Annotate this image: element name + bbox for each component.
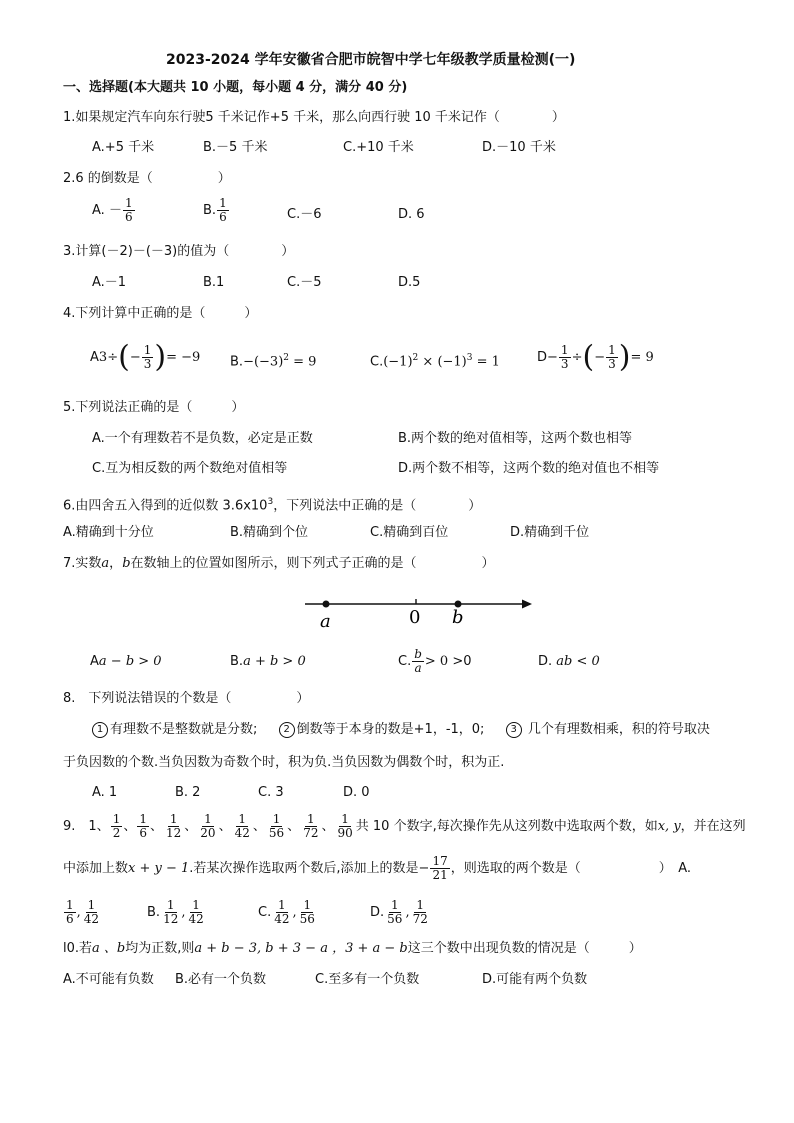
left-paren: (: [582, 339, 595, 375]
denominator: 72: [303, 826, 319, 840]
circled-number-1: 1: [92, 722, 108, 738]
expr: > 0: [424, 654, 449, 669]
question-5-option-a: A.一个有理数若不是负数，必定是正数: [92, 431, 313, 446]
question-3-option-d: D.5: [398, 275, 421, 290]
denominator: 90: [337, 826, 353, 840]
numerator: 1: [169, 812, 178, 826]
question-10-option-c: C.至多有一个负数: [315, 972, 420, 987]
option-label: A.: [92, 203, 105, 218]
numerator: 1: [204, 812, 212, 826]
question-7-option-a: [90, 654, 162, 670]
question-10-option-a: A.不可能有负数: [63, 972, 154, 987]
stem-text: l0.若: [63, 941, 93, 956]
option-label: C.: [398, 654, 412, 669]
question-9-option-d: [370, 894, 431, 932]
question-9-option-b: [147, 894, 207, 932]
expr-part: (−1): [437, 354, 467, 370]
question-4-option-c: [370, 350, 500, 370]
right-paren: ): [618, 339, 631, 375]
numerator: 1: [416, 898, 425, 912]
question-2-option-a: [92, 197, 136, 224]
question-8-option-a: A. 1: [92, 785, 118, 800]
option-label: C.: [258, 905, 272, 920]
exam-title: 2023-2024 学年安徽省合肥市皖智中学七年级教学质量检测(一): [166, 52, 576, 68]
question-8-option-c: C. 3: [258, 785, 284, 800]
denominator: 56: [268, 826, 285, 840]
question-3-stem: 3.计算(－2)－(－3)的值为（ ）: [63, 244, 295, 259]
fraction: [411, 899, 430, 926]
question-8-option-b: B. 2: [175, 785, 201, 800]
denominator: 6: [66, 912, 74, 926]
fraction: [186, 899, 205, 926]
denominator: 42: [274, 912, 290, 926]
variable-a: a: [101, 556, 110, 571]
separator: ，: [109, 556, 123, 571]
fraction: [161, 899, 180, 926]
right-paren: ): [154, 339, 167, 375]
question-5-option-c: C.互为相反数的两个数绝对值相等: [92, 461, 288, 476]
numerator: 1: [307, 812, 315, 826]
expr: a + b > 0: [243, 654, 306, 669]
expr-rhs: = 9: [630, 350, 654, 365]
fraction: [217, 197, 229, 224]
option-label: B.: [230, 354, 244, 370]
denominator: 12: [163, 912, 179, 926]
exponent: 3: [466, 353, 473, 363]
question-7-option-c: [398, 642, 472, 682]
question-2-option-b: [203, 197, 230, 224]
comma: ,: [76, 905, 81, 920]
fraction: [298, 899, 317, 926]
stem-text: ，并在这列: [680, 819, 746, 834]
fraction: [123, 197, 135, 224]
numerator: 1: [124, 196, 133, 210]
statement-3: 几个有理数相乘，积的符号取决: [523, 722, 710, 737]
variables-xy: x, y: [657, 819, 681, 834]
denominator: 6: [139, 826, 147, 840]
question-9-option-a: [63, 894, 102, 932]
fraction: [64, 899, 76, 926]
question-8-statements-line-2: 于负因数的个数.当负因数为奇数个时，积为负.当负因数为偶数个时，积为正.: [63, 755, 505, 770]
point-a-dot: [323, 601, 330, 608]
fraction: [267, 813, 286, 840]
expr-part: −(−3): [243, 354, 284, 370]
numerator: 1: [390, 898, 399, 912]
numerator: 1: [278, 898, 286, 912]
question-1-option-b: B.－5 千米: [203, 140, 268, 155]
minus-sign: −: [547, 350, 558, 365]
stem-text: ，则选取的两个数是（ ） A.: [450, 861, 692, 876]
question-10-option-d: D.可能有两个负数: [482, 972, 588, 987]
denominator: 42: [188, 912, 204, 926]
fraction-sequence: [110, 812, 356, 840]
separator: 、: [218, 819, 232, 834]
option-label: A: [90, 350, 99, 365]
separator: 、: [321, 819, 335, 834]
question-2-stem: 2.6 的倒数是（ ）: [63, 171, 231, 186]
numerator: 1: [219, 196, 227, 210]
fraction: [233, 813, 252, 840]
fraction: [301, 813, 320, 840]
question-9-line-2: [63, 850, 691, 888]
fraction: [198, 813, 217, 840]
stem-text: 共 10 个数字,每次操作先从这列数中选取两个数，如: [355, 819, 658, 834]
question-7-option-d: [538, 654, 600, 670]
fraction: [111, 813, 123, 840]
zero-label: 0: [409, 607, 421, 628]
question-5-stem: 5.下列说法正确的是（ ）: [63, 400, 245, 415]
question-5-option-b: B.两个数的绝对值相等，这两个数也相等: [398, 431, 633, 446]
question-4-option-a: [90, 338, 200, 378]
expr-part: (−1): [383, 354, 413, 370]
comma: ,: [181, 905, 186, 920]
separator: 、: [149, 819, 163, 834]
option-label: C.: [370, 354, 384, 370]
option-label: B.: [203, 203, 217, 218]
minus-sign: −: [594, 350, 606, 365]
stem-text: 在数轴上的位置如图所示，则下列式子正确的是（ ）: [130, 556, 495, 571]
question-1-option-c: C.+10 千米: [343, 140, 414, 155]
option-label: D.: [538, 654, 553, 669]
option-label: D.: [370, 905, 385, 920]
question-6-option-d: D.精确到千位: [510, 525, 590, 540]
separator: 、: [287, 819, 301, 834]
expr: a − b > 0: [98, 654, 162, 669]
question-2-option-d: D. 6: [398, 207, 425, 222]
point-a-label: a: [320, 611, 331, 632]
question-8-stem: 8. 下列说法错误的个数是（ ）: [63, 691, 310, 706]
point-b-label: b: [452, 607, 464, 628]
numerator: 1: [87, 898, 96, 912]
question-6-option-b: B.精确到个位: [230, 525, 309, 540]
section-header: 一、选择题(本大题共 10 小题，每小题 4 分，满分 40 分): [63, 80, 408, 95]
question-3-option-c: C.－5: [287, 275, 322, 290]
fraction: [335, 813, 354, 840]
left-paren: (: [118, 339, 130, 375]
expr-rhs: = 9: [289, 354, 317, 370]
fraction: [559, 344, 571, 371]
question-10-option-b: B.必有一个负数: [175, 972, 267, 987]
numerator: 17: [432, 854, 448, 868]
separator: 、: [252, 819, 266, 834]
question-8-option-d: D. 0: [343, 785, 370, 800]
numerator: 1: [238, 812, 247, 826]
statement-1: 有理数不是整数就是分数;: [110, 722, 271, 737]
question-2-option-c: C.－6: [287, 207, 322, 222]
numerator: 1: [66, 898, 74, 912]
variable-b: b: [122, 556, 131, 571]
number-line-figure: [300, 590, 540, 632]
numerator: 1: [166, 898, 175, 912]
option-label: D: [537, 350, 548, 365]
times-sign: ×: [418, 354, 438, 370]
denominator: 12: [166, 826, 182, 840]
denominator: 20: [200, 826, 216, 840]
option-label: A: [90, 654, 99, 669]
denominator: 6: [219, 210, 227, 224]
stem-text: 7.实数: [63, 556, 102, 571]
expr: a + b − 3, b + 3 − a ，3 + a − b: [194, 941, 408, 956]
option-label: B.: [147, 905, 161, 920]
denominator: 21: [432, 868, 448, 882]
denominator: 56: [387, 912, 403, 926]
minus-sign: −: [418, 861, 430, 876]
separator: 、: [184, 819, 198, 834]
denominator: 3: [608, 357, 616, 371]
question-1-stem: 1.如果规定汽车向东行驶5 千米记作+5 千米，那么向西行驶 10 千米记作（ ）: [63, 110, 565, 125]
expr: x + y − 1: [128, 861, 190, 876]
minus-sign: －: [108, 203, 122, 218]
question-7-option-b: [230, 654, 306, 670]
fraction: [385, 899, 404, 926]
divide-sign: ÷: [107, 350, 119, 365]
numerator: 1: [192, 898, 200, 912]
question-9-option-c: [258, 894, 318, 932]
question-3-option-b: B.1: [203, 275, 225, 290]
denominator: 6: [124, 210, 133, 224]
statement-2: 倒数等于本身的数是+1，-1，0;: [296, 722, 498, 737]
expr-part: 3: [98, 350, 108, 365]
question-6-option-c: C.精确到百位: [370, 525, 449, 540]
axis-arrow: [522, 600, 532, 609]
variables-ab: a 、b: [92, 941, 126, 956]
numerator: 1: [112, 812, 121, 826]
minus-sign: −: [129, 350, 141, 365]
comma: ,: [405, 905, 410, 920]
denominator: 3: [560, 357, 569, 371]
denominator: 56: [299, 912, 315, 926]
separator: 、: [123, 819, 137, 834]
option-label: B.: [230, 654, 244, 669]
denominator: a: [414, 661, 422, 675]
circled-number-2: 2: [279, 722, 295, 738]
stem-text: 6.由四舍五入得到的近似数 3.6x10: [63, 498, 268, 514]
numerator: 1: [608, 343, 616, 357]
question-10-stem: [63, 941, 642, 957]
stem-text: .若某次操作选取两个数后,添加上的数是: [189, 861, 419, 876]
exponent: 2: [412, 353, 419, 363]
denominator: 2: [112, 826, 121, 840]
numerator: 1: [560, 343, 569, 357]
exponent: 3: [267, 497, 274, 507]
question-1-option-d: D.－10 千米: [482, 140, 556, 155]
question-4-stem: 4.下列计算中正确的是（ ）: [63, 306, 258, 321]
expr-rhs: = −9: [166, 350, 201, 365]
numerator: 1: [341, 812, 349, 826]
comma: ,: [292, 905, 297, 920]
fraction: [137, 813, 149, 840]
question-number: 9. 1、: [63, 819, 110, 834]
fraction: [412, 648, 424, 675]
question-9-line-1: [63, 808, 746, 846]
numerator: 1: [303, 898, 312, 912]
fraction: [164, 813, 183, 840]
question-4-option-d: [537, 338, 654, 378]
fraction: [82, 899, 101, 926]
question-4-option-b: [230, 350, 316, 370]
question-8-statements-line-1: [92, 722, 710, 738]
question-7-stem: [63, 556, 495, 572]
stem-text: ，下列说法中正确的是（ ）: [273, 498, 482, 514]
fraction: [142, 344, 154, 371]
expr-tail: >0: [448, 654, 472, 669]
question-6-option-a: A.精确到十分位: [63, 525, 154, 540]
numerator: 1: [272, 812, 281, 826]
question-1-option-a: A.+5 千米: [92, 140, 155, 155]
circled-number-3: 3: [506, 722, 522, 738]
denominator: 72: [412, 912, 428, 926]
fraction: [430, 855, 449, 882]
question-3-option-a: A.－1: [92, 275, 127, 290]
denominator: 42: [83, 912, 100, 926]
divide-sign: ÷: [571, 350, 583, 365]
numerator: 1: [139, 812, 147, 826]
fraction: [606, 344, 618, 371]
question-5-option-d: D.两个数不相等，这两个数的绝对值也不相等: [398, 461, 660, 476]
question-6-stem: [63, 494, 481, 514]
denominator: 42: [234, 826, 250, 840]
stem-text: 中添加上数: [63, 861, 129, 876]
expr: ab < 0: [556, 654, 600, 669]
denominator: 3: [143, 357, 152, 371]
numerator: 1: [143, 343, 152, 357]
stem-text: 均为正数,则: [125, 941, 195, 956]
fraction: [272, 899, 291, 926]
stem-text: 这三个数中出现负数的情况是（ ）: [407, 941, 642, 956]
numerator: b: [414, 647, 422, 661]
expr-rhs: = 1: [472, 354, 500, 370]
exponent: 2: [283, 353, 289, 363]
